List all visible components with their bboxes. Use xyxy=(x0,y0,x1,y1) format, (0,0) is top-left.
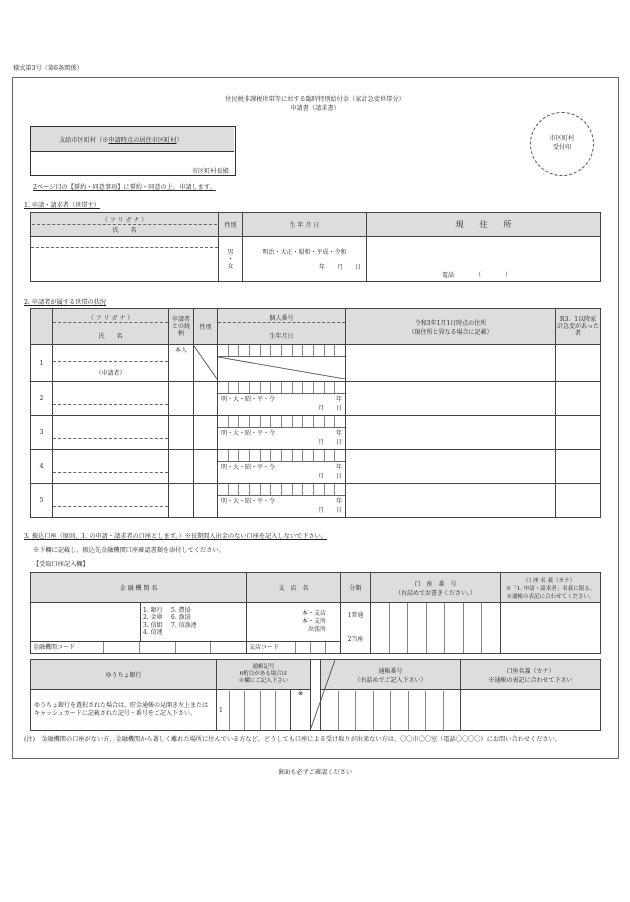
birth-cell[interactable]: 明治・大正・昭和・平成・令和 年 月 日 xyxy=(243,237,367,282)
addressee: 市区町村長殿 xyxy=(191,168,229,175)
title-line1: 住民税非課税世帯等に対する臨時特別給付金（家計急変世帯分） xyxy=(225,96,405,103)
branch-code-label: 支店コード xyxy=(249,643,280,651)
name-cell[interactable] xyxy=(31,237,219,282)
address-cell[interactable] xyxy=(367,237,601,282)
branch-header: 支 店 名 xyxy=(247,573,341,603)
recipient-header: 支給市区町村（※申請時点の居住市区町村） xyxy=(59,137,183,144)
passbook-symbol-boxes[interactable]: 1 xyxy=(217,690,291,731)
yucho-table: ゆうちょ銀行 通帳記号 6桁目がある場合は ※欄にご記入下さい 通帳番号 （右詰めでご記入下さい） 口座名義（カナ） ※通帳の表記に合わせて下さい ゆうちょ銀行を選択された場合は、貯金通帳の見開き左上またはキャッシュカードに記載された記号・番号をご記入下さい。 1 ※ xyxy=(30,659,601,731)
household-row-2[interactable]: 2 明・大・昭・平・令 年 月 日 xyxy=(31,382,601,416)
bank-name-input[interactable] xyxy=(31,603,141,642)
gender-options[interactable]: 男 ・ 女 xyxy=(219,237,243,282)
recipient-box xyxy=(30,126,236,176)
reception-stamp: 市区町村 受付印 xyxy=(530,112,594,176)
form-id: 様式第3号（第6条関係） xyxy=(13,65,83,72)
title-line2: 申請書（請求書） xyxy=(290,105,340,112)
household-row-3[interactable]: 3 明・大・昭・平・令 年 月 日 xyxy=(31,416,601,450)
account-number-boxes[interactable] xyxy=(371,603,501,654)
intro-text: 2ページ目の【誓約・同意事項】に誓約・同意の上、申請します。 xyxy=(33,184,216,191)
yucho-description: ゆうちょ銀行を選択された場合は、貯金通帳の見開き左上またはキャッシュカードに記載された記号・番号をご記入下さい。 xyxy=(31,690,217,731)
gender-header: 性別 xyxy=(219,213,243,237)
section2-heading: 2. 申請者が属する世帯の状況 xyxy=(24,299,107,306)
section3-note1: ※下欄に記載し、振込先金融機関口座確認書類を添付してください。 xyxy=(33,547,225,554)
branch-type-options[interactable]: 本・支店 本・支所 出張所 xyxy=(247,603,341,642)
applicant-table xyxy=(30,212,601,282)
household-row-1[interactable]: 1 （申請者） 本人 xyxy=(31,345,601,382)
account-category[interactable]: 1普通 2当座 xyxy=(341,603,371,654)
section1-heading: 1. 申請・請求者（世帯主） xyxy=(24,202,100,209)
bank-account-table: 金 融 機 関 名 支 店 名 分類 口 座 番 号 （右詰めでお書きください。） 口 座 名 義（カナ） ※「1. 申請・請求者」名義に限る。 ※通帳の表記に合わせてください。 1. 銀行 5. 農協 2. 金庫 6. 漁協 3. 信組 7. 信漁連 4. 信連 本・支店 本・支所 出張所 1普通 2当座 金融機関コード 支店コード xyxy=(30,572,601,654)
name-header: （ フ リ ガ ナ ） 氏 名 xyxy=(31,213,219,237)
household-row-5[interactable]: 5 明・大・昭・平・令 年 月 日 xyxy=(31,484,601,518)
diagonal-slash xyxy=(194,346,217,379)
phone-field[interactable]: 電話 （ ） xyxy=(442,272,512,279)
household-table: （ フ リ ガ ナ ） 氏 名 申請者との続柄 性別 個人番号 生年月日 令和3年1月1日時点の住所 （現住所と異なる場合に記載） R3．1以降家計急変があった者 1 （申請者） 本人 2 明・大・昭・平・令 年 月 日 3 明・大・昭・平・令 年 月 日 4 明・大・昭・平・令 年 月 日 5 明・大・昭・平・令 年 月 日 xyxy=(30,308,601,518)
address-header: 現 住 所 xyxy=(367,213,601,237)
passbook-star-box[interactable]: ※ xyxy=(291,690,311,731)
bank-name-header: 金 融 機 関 名 xyxy=(31,573,247,603)
birth-slash xyxy=(218,357,345,379)
bank-type-options[interactable]: 1. 銀行 5. 農協 2. 金庫 6. 漁協 3. 信組 7. 信漁連 4. 信連 xyxy=(141,603,247,642)
account-holder-input[interactable] xyxy=(501,603,601,654)
yucho-holder-input[interactable] xyxy=(461,690,601,731)
passbook-number-boxes[interactable] xyxy=(321,690,461,731)
yucho-header: ゆうちょ銀行 xyxy=(31,660,217,690)
category-header: 分類 xyxy=(341,573,371,603)
section3-note2: 【受取口座記入欄】 xyxy=(33,561,89,568)
birth-header: 生 年 月 日 xyxy=(243,213,367,237)
footnote: (注) 金融機関の口座がない方、金融機関から著しく離れた場所に住んでいる方など、どうしても口座による受け取りが出来ない方は、〇〇市〇〇室（電話〇〇〇〇）にお問い合わせください。 xyxy=(24,736,561,743)
id-number-boxes[interactable] xyxy=(218,345,345,357)
household-row-4[interactable]: 4 明・大・昭・平・令 年 月 日 xyxy=(31,450,601,484)
section3-heading: 3. 振込口座（原則、1. の申請・請求者の口座とします。）※長期間入出金のない口座を記入しないで下さい。 xyxy=(24,533,327,540)
bank-code-label: 金融機関コード xyxy=(33,643,76,651)
footer-text: 裏面も必ずご確認ください xyxy=(277,769,353,776)
